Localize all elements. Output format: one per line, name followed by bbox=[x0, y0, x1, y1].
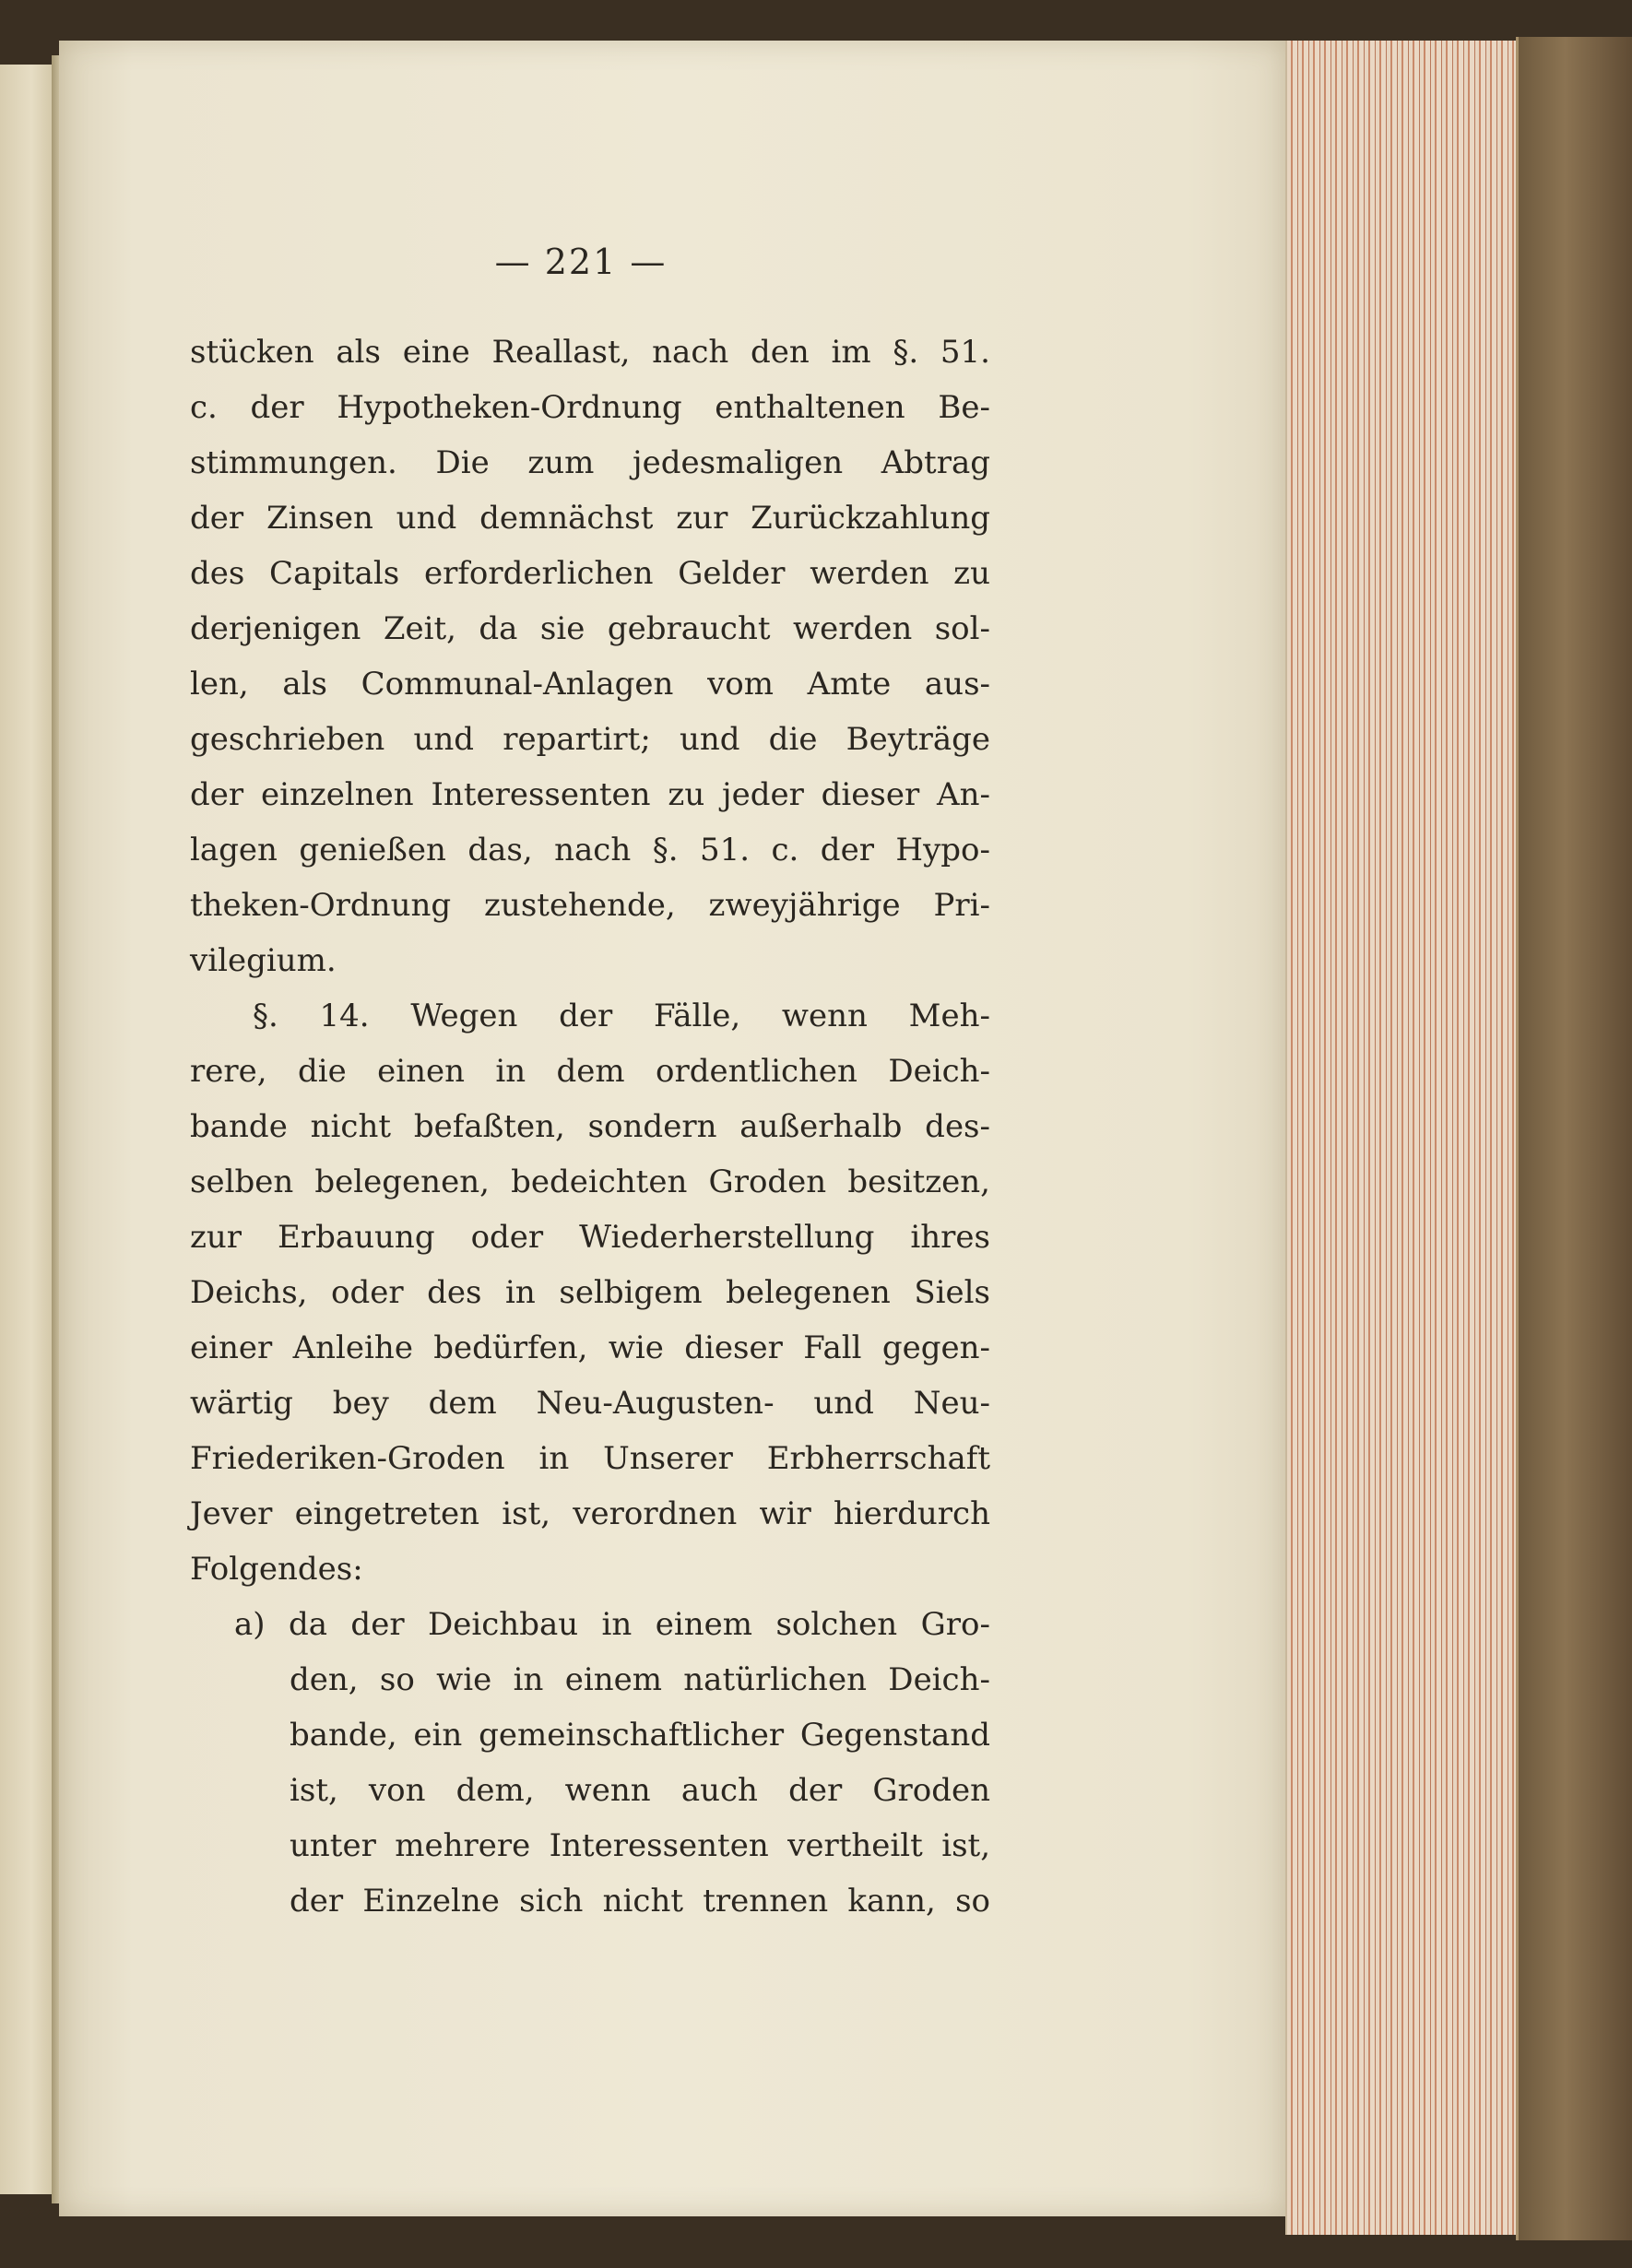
list-item-line: a) da der Deichbau in einem solchen Gro- bbox=[234, 1606, 990, 1643]
text-line: der Zinsen und demnächst zur Zurückzahlung bbox=[190, 500, 990, 537]
text-line: zur Erbauung oder Wiederherstellung ihres bbox=[190, 1219, 990, 1256]
text-line: Jever eingetreten ist, verordnen wir hierdurch bbox=[190, 1495, 990, 1532]
text-line: geschrieben und repartirt; und die Beyträge bbox=[190, 721, 990, 758]
page-text bbox=[190, 325, 990, 1929]
text-line: Friederiken-Groden in Unserer Erbherrschaft bbox=[190, 1440, 990, 1477]
text-line: theken-Ordnung zustehende, zweyjährige Pri- bbox=[190, 887, 990, 924]
book-cover-edge bbox=[1516, 37, 1632, 2240]
text-line: lagen genießen das, nach §. 51. c. der Hypo- bbox=[190, 832, 990, 868]
list-item-line: ist, von dem, wenn auch der Groden bbox=[290, 1772, 990, 1809]
text-line: Folgendes: bbox=[190, 1551, 363, 1588]
text-line: Deichs, oder des in selbigem belegenen Siels bbox=[190, 1274, 990, 1311]
text-line: rere, die einen in dem ordentlichen Deich- bbox=[190, 1053, 990, 1090]
text-line: der einzelnen Interessenten zu jeder dieser An- bbox=[190, 776, 990, 813]
text-line: bande nicht befaßten, sondern außerhalb des- bbox=[190, 1108, 990, 1145]
text-line: len, als Communal-Anlagen vom Amte aus- bbox=[190, 666, 990, 703]
text-line: derjenigen Zeit, da sie gebraucht werden sol- bbox=[190, 610, 990, 647]
text-line: wärtig bey dem Neu-Augusten- und Neu- bbox=[190, 1385, 990, 1422]
text-line: des Capitals erforderlichen Gelder werden zu bbox=[190, 555, 990, 592]
list-item-line: unter mehrere Interessenten vertheilt ist, bbox=[290, 1827, 990, 1864]
text-line: c. der Hypotheken-Ordnung enthaltenen Be- bbox=[190, 389, 990, 426]
page-edges bbox=[1285, 41, 1518, 2235]
list-item-line: bande, ein gemeinschaftlicher Gegenstand bbox=[290, 1717, 990, 1754]
list-item-line: der Einzelne sich nicht trennen kann, so bbox=[290, 1883, 990, 1920]
page-number: — 221 — bbox=[494, 242, 668, 282]
list-item-line: den, so wie in einem natürlichen Deich- bbox=[290, 1661, 990, 1698]
section-heading-line: §. 14. Wegen der Fälle, wenn Meh- bbox=[253, 998, 990, 1034]
text-line: stimmungen. Die zum jedesmaligen Abtrag bbox=[190, 444, 990, 481]
text-line: selben belegenen, bedeichten Groden besitzen, bbox=[190, 1164, 990, 1200]
text-line: vilegium. bbox=[190, 942, 337, 979]
text-line: einer Anleihe bedürfen, wie dieser Fall gegen- bbox=[190, 1329, 990, 1366]
text-line: stücken als eine Reallast, nach den im §. 51. bbox=[190, 334, 990, 371]
previous-page-edge bbox=[0, 65, 59, 2194]
